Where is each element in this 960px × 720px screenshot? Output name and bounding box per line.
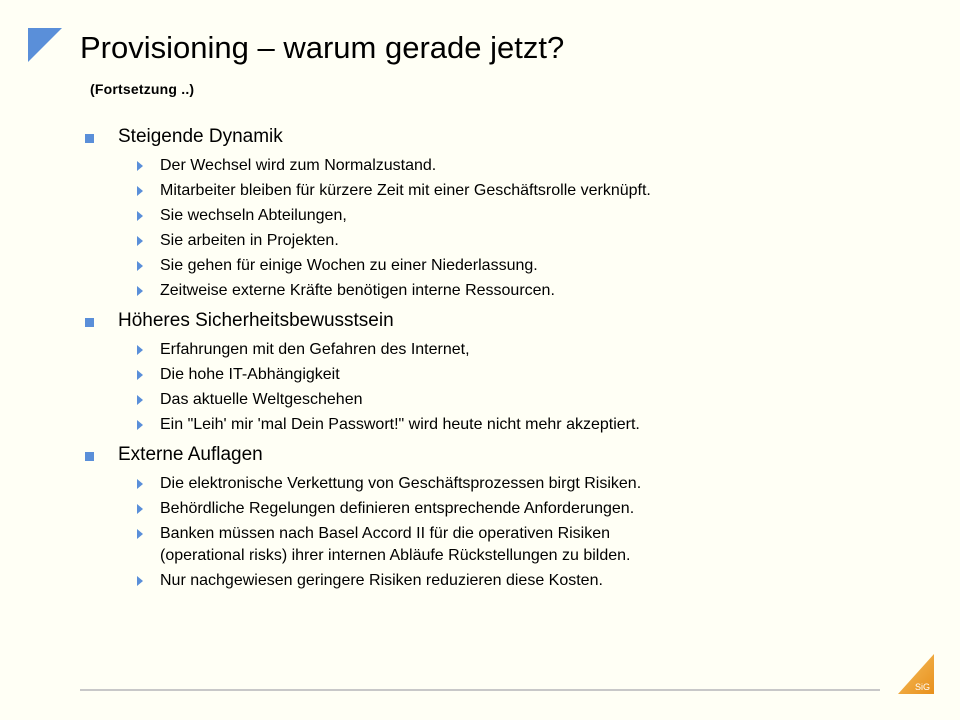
section-steigende-dynamik: [80, 122, 900, 302]
page-title: Provisioning – warum gerade jetzt?: [80, 30, 565, 65]
arrow-bullet-icon: [137, 529, 143, 539]
page-subtitle: (Fortsetzung ..): [90, 81, 195, 97]
list-item: Zeitweise externe Kräfte benötigen interne Ressourcen.: [80, 280, 900, 302]
list-item: Sie gehen für einige Wochen zu einer Niederlassung.: [80, 255, 900, 277]
section-heading: Steigende Dynamik: [80, 122, 900, 152]
sig-logo: [898, 654, 934, 694]
logo-text: SiG: [914, 682, 930, 692]
square-bullet-icon: [85, 318, 94, 327]
list-item: Mitarbeiter bleiben für kürzere Zeit mit einer Geschäftsrolle verknüpft.: [80, 180, 900, 202]
arrow-bullet-icon: [137, 286, 143, 296]
corner-triangle-icon: [28, 28, 62, 62]
list-item: Die hohe IT-Abhängigkeit: [80, 364, 900, 386]
square-bullet-icon: [85, 134, 94, 143]
section-heading: Höheres Sicherheitsbewusstsein: [80, 306, 900, 336]
arrow-bullet-icon: [137, 576, 143, 586]
list-item: Nur nachgewiesen geringere Risiken reduzieren diese Kosten.: [80, 570, 900, 592]
list-item: Banken müssen nach Basel Accord II für die operativen Risiken (operational risks) ihrer internen Abläufe Rückstellungen zu bilden.: [80, 523, 900, 567]
arrow-bullet-icon: [137, 479, 143, 489]
slide-content: [80, 122, 900, 596]
arrow-bullet-icon: [137, 211, 143, 221]
arrow-bullet-icon: [137, 261, 143, 271]
square-bullet-icon: [85, 452, 94, 461]
arrow-bullet-icon: [137, 186, 143, 196]
section-externe-auflagen: [80, 440, 900, 592]
list-item: Die elektronische Verkettung von Geschäftsprozessen birgt Risiken.: [80, 473, 900, 495]
arrow-bullet-icon: [137, 370, 143, 380]
arrow-bullet-icon: [137, 161, 143, 171]
list-item: Ein "Leih' mir 'mal Dein Passwort!" wird heute nicht mehr akzeptiert.: [80, 414, 900, 436]
arrow-bullet-icon: [137, 504, 143, 514]
arrow-bullet-icon: [137, 236, 143, 246]
list-item: Erfahrungen mit den Gefahren des Internet,: [80, 339, 900, 361]
arrow-bullet-icon: [137, 345, 143, 355]
section-sicherheitsbewusstsein: [80, 306, 900, 436]
arrow-bullet-icon: [137, 395, 143, 405]
arrow-bullet-icon: [137, 420, 143, 430]
list-item: Der Wechsel wird zum Normalzustand.: [80, 155, 900, 177]
list-item: Sie arbeiten in Projekten.: [80, 230, 900, 252]
footer-divider: [80, 689, 880, 691]
list-item: Behördliche Regelungen definieren entsprechende Anforderungen.: [80, 498, 900, 520]
list-item: Sie wechseln Abteilungen,: [80, 205, 900, 227]
section-heading: Externe Auflagen: [80, 440, 900, 470]
list-item: Das aktuelle Weltgeschehen: [80, 389, 900, 411]
